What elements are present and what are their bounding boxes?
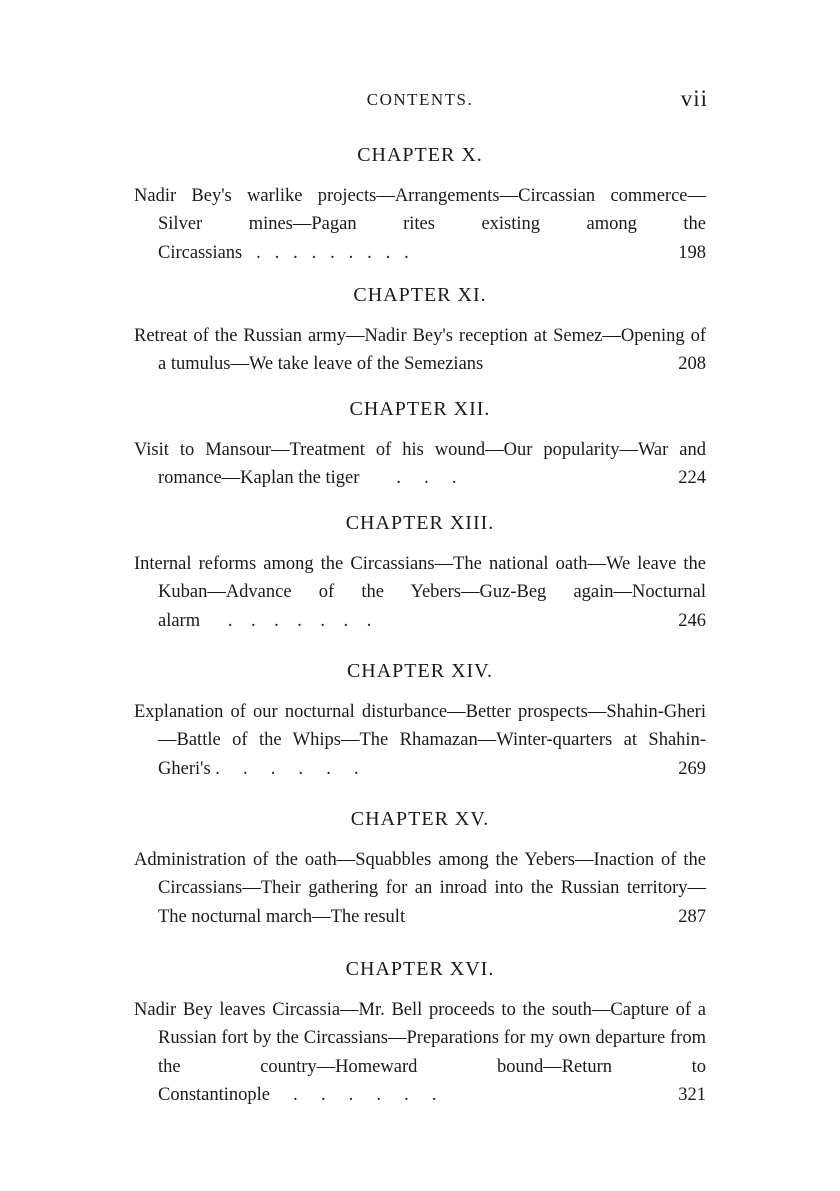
chapter-entry [134, 140, 706, 267]
chapter-entry [134, 508, 706, 635]
chapter-summary-text: Nadir Bey's warlike projects—Arrangements—Circassian commerce—Silver mines—Pagan rites existing among the Circassians [134, 186, 706, 263]
chapter-summary [134, 436, 706, 493]
chapter-heading: CHAPTER XII. [349, 398, 491, 420]
dot-leaders: . . . . . . . . . [242, 242, 409, 263]
chapter-summary-text: Internal reforms among the Circassians—The national oath—We leave the Kuban—Advance of the Yebers—Guz-Beg again—Nocturnal alarm [134, 554, 706, 631]
dot-leaders: . . . . . . [210, 758, 359, 779]
chapter-summary [134, 698, 706, 783]
chapter-summary [134, 550, 706, 635]
chapter-entry [134, 954, 706, 1109]
chapter-heading: CHAPTER X. [357, 144, 483, 166]
chapter-entry [134, 394, 706, 493]
chapter-entry [134, 656, 706, 783]
chapter-summary-text: Administration of the oath—Squabbles among the Yebers—Inaction of the Circassians—Their gathering for an inroad into the Russian territory—The nocturnal march—The result [134, 850, 706, 927]
chapter-summary-text: Explanation of our nocturnal disturbance—Better prospects—Shahin-Gheri—Battle of the Whips—The Rhamazan—Winter-quarters at Shahin-Gheri's [134, 702, 706, 779]
chapter-heading: CHAPTER XI. [353, 284, 487, 306]
chapter-heading: CHAPTER XV. [350, 808, 490, 830]
chapter-page-number: 321 [678, 1084, 706, 1105]
dot-leaders: . . . [359, 468, 457, 489]
chapter-heading: CHAPTER XIII. [345, 512, 495, 534]
chapter-page-number: 224 [678, 468, 706, 489]
chapter-summary [134, 846, 706, 931]
chapter-entry [134, 280, 706, 379]
chapter-page-number: 269 [678, 758, 706, 779]
chapter-summary [134, 996, 706, 1109]
chapter-summary [134, 182, 706, 267]
dot-leaders: . . . . . . [270, 1084, 437, 1105]
chapter-summary-text: Visit to Mansour—Treatment of his wound—Our popularity—War and romance—Kaplan the tiger [134, 440, 706, 489]
page-number: vii [680, 86, 708, 111]
running-head-title: CONTENTS. [366, 90, 474, 109]
chapter-summary-text: Retreat of the Russian army—Nadir Bey's reception at Semez—Opening of a tumulus—We take leave of the Semezians [134, 326, 706, 375]
chapter-summary-text: Nadir Bey leaves Circassia—Mr. Bell proceeds to the south—Capture of a Russian fort by the Circassians—Preparations for my own departure from the country—Homeward bound—Return to Constantinople [134, 1000, 706, 1105]
chapter-summary [134, 322, 706, 379]
chapter-page-number: 287 [678, 906, 706, 927]
running-head [0, 86, 840, 116]
dot-leaders: . . . . . . . [200, 610, 372, 631]
chapter-page-number: 246 [678, 610, 706, 631]
chapter-entry [134, 804, 706, 931]
chapter-heading: CHAPTER XIV. [346, 660, 494, 682]
chapter-heading: CHAPTER XVI. [345, 958, 495, 980]
chapter-page-number: 198 [678, 242, 706, 263]
chapter-page-number: 208 [678, 354, 706, 375]
